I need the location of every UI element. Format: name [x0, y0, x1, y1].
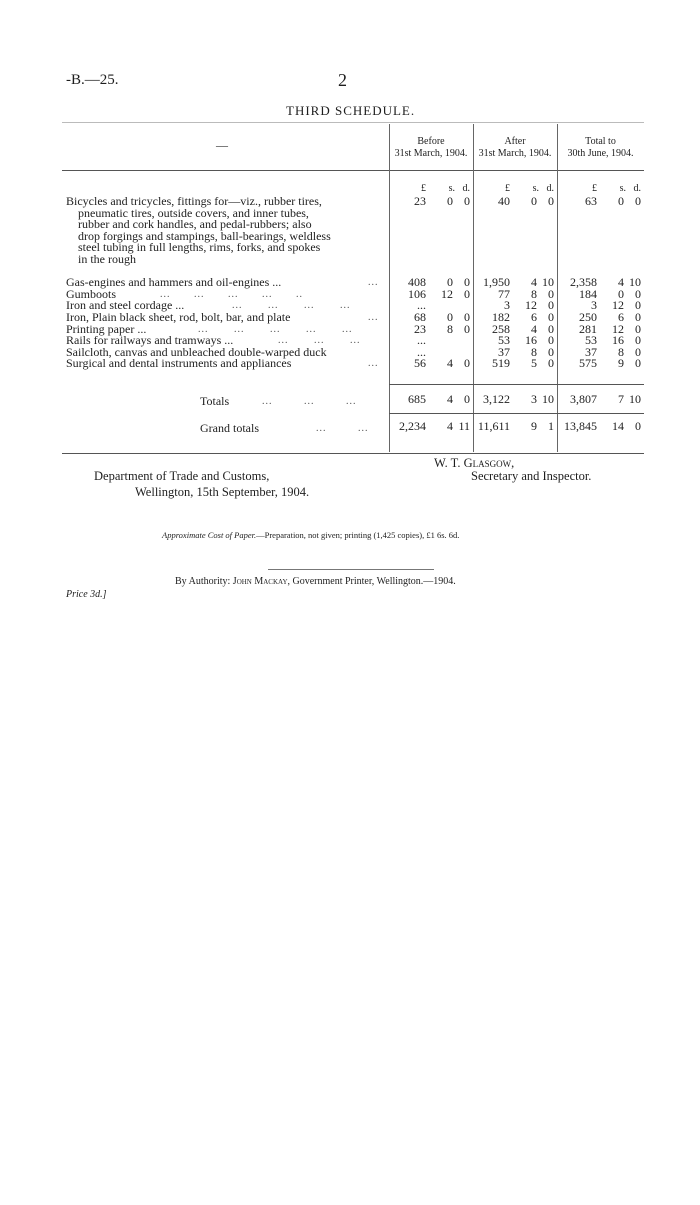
row-description-iron-plain-sheet: Iron, Plain black sheet, rod, bolt, bar, and plate [66, 310, 291, 324]
cost-note: Approximate Cost of Paper.—Preparation, not given; printing (1,425 copies), £1 6s. 6d. [162, 530, 460, 540]
schedule-title: THIRD SCHEDULE. [286, 103, 416, 118]
grand-totals-leader: ... ... [316, 423, 369, 434]
page-reference: -B.—25. [66, 72, 119, 88]
totals-leader: ... ... ... [262, 396, 357, 407]
authority-line: By Authority: John Mackay, Government Printer, Wellington.—1904. [175, 576, 456, 587]
row-description-rails: Rails for railways and tramways ... [66, 333, 234, 347]
totals-bottom-rule [389, 413, 644, 414]
row-description-gumboots: Gumboots [66, 287, 117, 301]
grand-totals-label: Grand totals [200, 421, 259, 435]
column-heading-after: After 31st March, 1904. [478, 136, 552, 159]
stub-heading-dash: — [216, 138, 228, 152]
department-name: Department of Trade and Customs, [94, 469, 270, 483]
row-leader: ... [368, 277, 379, 288]
row-leader: ... ... ... [278, 335, 361, 346]
table-bottom-rule [62, 453, 644, 454]
row-leader: ... [368, 358, 379, 369]
signatory-position: Secretary and Inspector. [471, 469, 592, 483]
signatory-name: W. T. Glasgow, [434, 456, 515, 470]
row-description-sailcloth: Sailcloth, canvas and unbleached double-warped duck [66, 345, 327, 359]
row-leader: ... [368, 312, 379, 323]
col-divider-1 [473, 124, 474, 452]
col-divider-2 [557, 124, 558, 452]
table-top-rule [62, 122, 644, 123]
row-description-printing-paper: Printing paper ... [66, 322, 147, 336]
price-note: Price 3d.] [66, 589, 107, 600]
column-heading-before: Before 31st March, 1904. [394, 136, 468, 159]
page-number: 2 [338, 70, 347, 90]
place-date: Wellington, 15th September, 1904. [135, 485, 310, 499]
row-leader: ... ... ... ... [232, 300, 351, 311]
totals-top-rule [389, 384, 644, 385]
stub-divider [389, 124, 390, 452]
row-description-bicycles: Bicycles and tricycles, fittings for—viz., rubber tires, pneumatic tires, outside covers, and inner tubes, rubber and cork handles, and pedal-rubbers; also drop forgings and stampings, ball-bearings, weldless steel tubing in full lengths, rims, forks, and spokes in the rough [66, 194, 331, 266]
row-description-gas-engines: Gas-engines and hammers and oil-engines ... [66, 275, 282, 289]
row-leader: ... ... ... ... .. [160, 289, 303, 300]
column-heading-total: Total to 30th June, 1904. [567, 136, 634, 159]
row-leader: ... ... ... ... ... [198, 324, 353, 335]
totals-label: Totals [200, 394, 230, 408]
row-description-iron-steel-cordage: Iron and steel cordage ... [66, 298, 185, 312]
footer-rule [268, 569, 434, 570]
row-description-surgical: Surgical and dental instruments and appliances [66, 356, 292, 370]
